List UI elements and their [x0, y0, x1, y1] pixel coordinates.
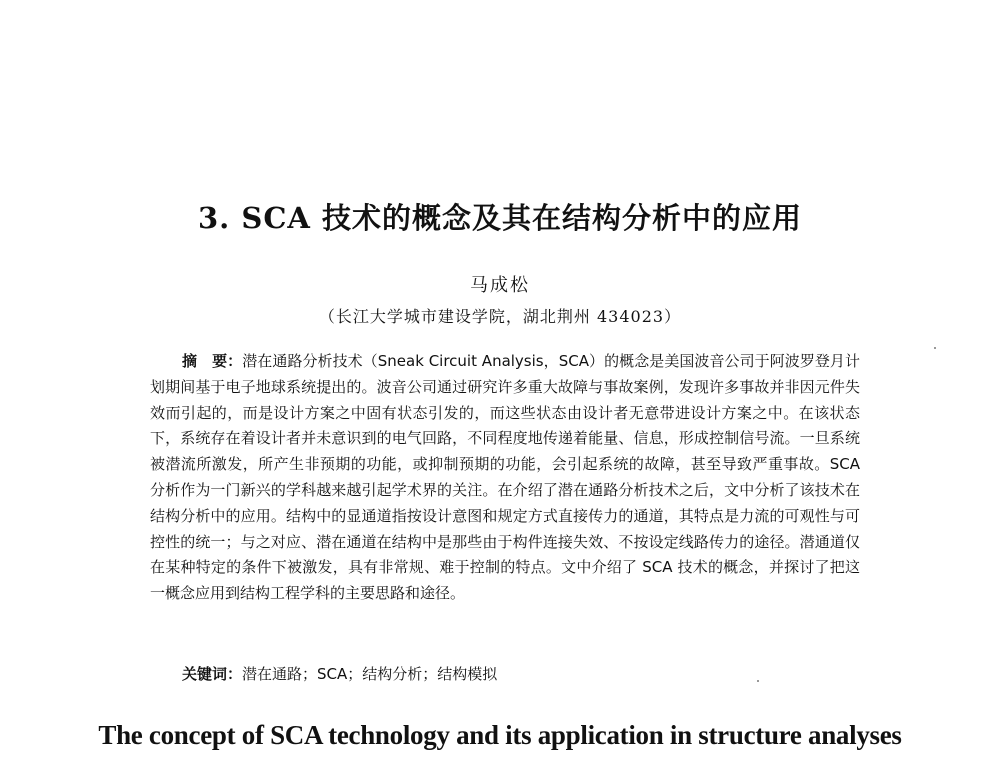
abstract-text: 潜在通路分析技术（Sneak Circuit Analysis，SCA）的概念是美国波音公司于阿波罗登月计划期间基于电子地球系统提出的。波音公司通过研究许多重大故障与事故案例，发现许多事故并非因元件失效而引起的，而是设计方案之中固有状态引发的，而这些状态由设计者无意带进设计方案之中。在该状态下，系统存在着设计者并未意识到的电气回路，不同程度地传递着能量、信息，形成控制信号流。一旦系统被潜流所激发，所产生非预期的功能，或抑制预期的功能，会引起系统的故障，甚至导致严重事故。SCA 分析作为一门新兴的学科越来越引起学术界的关注。在介绍了潜在通路分析技术之后，文中分析了该技术在结构分析中的应用。结构中的显通道指按设计意图和规定方式直接传力的通道，其特点是力流的可观性与可控性的统一；与之对应、潜在通道在结构中是那些由于构件连接失效、不按设定线路传力的途径。潜通道仅在某种特定的条件下被激发，具有非常规、难于控制的特点。文中介绍了 SCA 技术的概念，并探讨了把这一概念应用到结构工程学科的主要思路和途径。: [150, 352, 860, 603]
author-affiliation: （长江大学城市建设学院，湖北荆州 434023）: [318, 307, 682, 326]
scan-speck: [934, 347, 936, 349]
author-name: 马成松: [470, 275, 530, 296]
paper-title: 3. SCA 技术的概念及其在结构分析中的应用: [198, 201, 802, 235]
keywords-text: 潜在通路；SCA；结构分析；结构模拟: [242, 665, 498, 683]
keywords-line: [182, 663, 497, 684]
english-title: The concept of SCA technology and its application in structure analyses: [98, 720, 902, 750]
abstract-label: 摘 要：: [182, 352, 243, 370]
abstract-block: [150, 349, 860, 607]
keywords-label: 关键词：: [182, 665, 243, 683]
scan-speck: [757, 680, 759, 682]
